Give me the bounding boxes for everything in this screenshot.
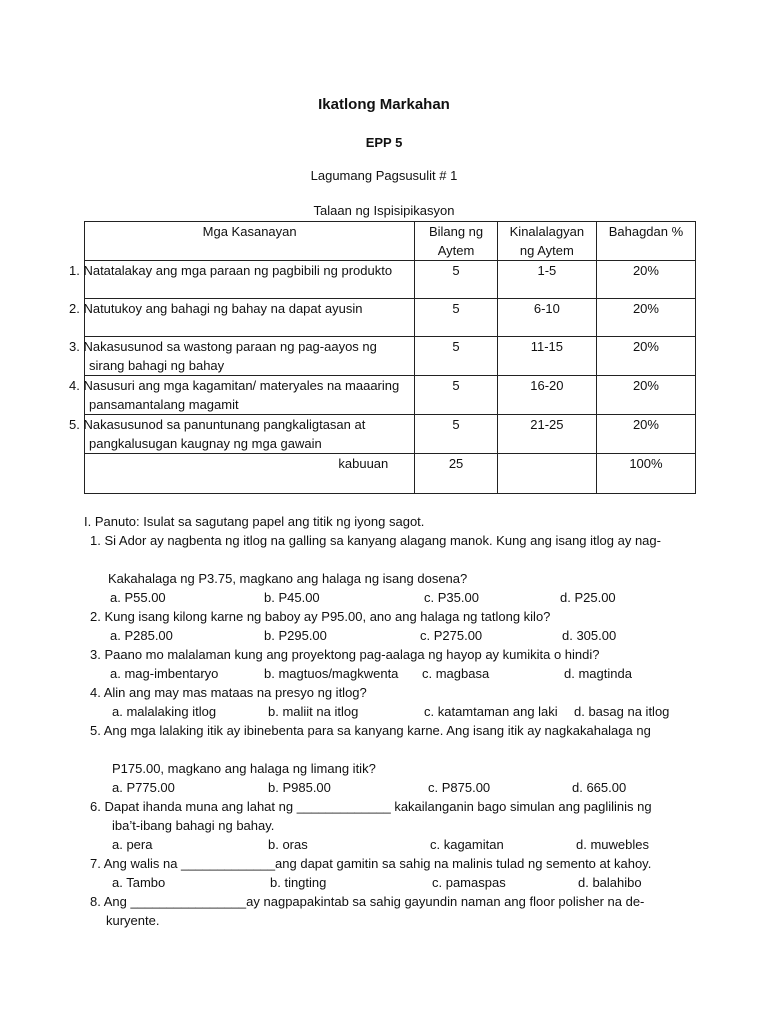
option-c: c. P875.00	[428, 780, 491, 795]
question-5-options	[84, 778, 684, 797]
option-c: c. kagamitan	[430, 837, 504, 852]
question-4-text: 4. Alin ang may mas mataas na presyo ng itlog?	[90, 685, 367, 700]
option-d: d. 665.00	[572, 780, 627, 795]
question-3-options	[84, 664, 684, 683]
percent-cell: 20%	[596, 299, 695, 337]
option-b: b. maliit na itlog	[268, 704, 359, 719]
question-7-options	[84, 873, 684, 892]
question-2-text: 2. Kung isang kilong karne ng baboy ay P95.00, ano ang halaga ng tatlong kilo?	[90, 609, 551, 624]
question-4-options	[84, 702, 684, 721]
total-count: 25	[415, 454, 498, 494]
table-row	[85, 337, 696, 376]
subject-label: EPP 5	[365, 135, 403, 150]
specification-table	[69, 221, 696, 494]
option-c: c. magbasa	[422, 666, 490, 681]
option-d: d. P25.00	[560, 590, 616, 605]
table-title: Talaan ng Ispisipikasyon	[313, 203, 455, 218]
percent-cell: 20%	[596, 337, 695, 376]
question-1-continuation: Kakahalaga ng P3.75, magkano ang halaga ng isang dosena?	[108, 571, 468, 586]
question-8-text: 8. Ang ________________ay nagpapakintab sa sahig gayundin naman ang floor polisher na de-	[90, 894, 645, 909]
question-3-text: 3. Paano mo malalaman kung ang proyektong pag-aalaga ng hayop ay kumikita o hindi?	[90, 647, 600, 662]
option-b: b. magtuos/magkwenta	[264, 666, 399, 681]
option-b: b. P295.00	[264, 628, 327, 643]
option-b: b. P985.00	[268, 780, 331, 795]
question-1-options	[84, 588, 684, 607]
percent-cell: 20%	[596, 415, 695, 454]
table-row	[85, 299, 696, 337]
option-a: a. P775.00	[112, 780, 175, 795]
location-cell: 1-5	[497, 261, 596, 299]
header-item-count: Bilang ng Aytem	[415, 222, 498, 261]
location-cell: 16-20	[497, 376, 596, 415]
option-d: d. 305.00	[562, 628, 617, 643]
question-7-text: 7. Ang walis na _____________ang dapat gamitin sa sahig na malinis tulad ng semento at kahoy.	[90, 856, 652, 871]
option-d: d. basag na itlog	[574, 704, 670, 719]
skill-cell: 3. Nakasusunod sa wastong paraan ng pag-aayos ng sirang bahagi ng bahay	[85, 337, 415, 376]
table-header-row	[85, 222, 696, 261]
option-b: b. P45.00	[264, 590, 320, 605]
option-a: a. malalaking itlog	[112, 704, 217, 719]
total-label: kabuuan	[85, 454, 415, 494]
table-row	[85, 261, 696, 299]
location-cell: 21-25	[497, 415, 596, 454]
option-c: c. katamtaman ang laki	[424, 704, 558, 719]
page-title: Ikatlong Markahan	[318, 96, 450, 113]
table-row	[85, 415, 696, 454]
question-5-text: 5. Ang mga lalaking itik ay ibinebenta para sa kanyang karne. Ang isang itik ay nagkakahalaga ng	[90, 723, 651, 738]
table-total-row	[85, 454, 696, 494]
question-8-continuation: kuryente.	[106, 913, 160, 928]
instructions: I. Panuto: Isulat sa sagutang papel ang titik ng iyong sagot.	[84, 514, 425, 529]
option-a: a. mag-imbentaryo	[110, 666, 219, 681]
question-5-continuation: P175.00, magkano ang halaga ng limang itik?	[112, 761, 376, 776]
skill-cell: 2. Natutukoy ang bahagi ng bahay na dapat ayusin	[85, 299, 415, 337]
location-cell: 11-15	[497, 337, 596, 376]
option-d: d. muwebles	[576, 837, 649, 852]
count-cell: 5	[415, 376, 498, 415]
option-d: d. magtinda	[564, 666, 632, 681]
option-b: b. tingting	[270, 875, 327, 890]
total-location-empty	[497, 454, 596, 494]
question-1-text: 1. Si Ador ay nagbenta ng itlog na galling sa kanyang alagang manok. Kung ang isang itlog ay nag-	[90, 533, 661, 548]
total-percent: 100%	[596, 454, 695, 494]
percent-cell: 20%	[596, 376, 695, 415]
location-cell: 6-10	[497, 299, 596, 337]
skill-cell: 5. Nakasusunod sa panuntunang pangkaligtasan at pangkalusugan kaugnay ng mga gawain	[85, 415, 415, 454]
questions-section	[84, 512, 684, 930]
question-6-continuation: iba’t-ibang bahagi ng bahay.	[112, 818, 275, 833]
option-c: c. P35.00	[424, 590, 479, 605]
header-item-location: Kinalalagyan ng Aytem	[497, 222, 596, 261]
question-6-text: 6. Dapat ihanda muna ang lahat ng _____________ kakailanganin bago simulan ang paglilinis ng	[90, 799, 652, 814]
option-b: b. oras	[268, 837, 308, 852]
header-skills: Mga Kasanayan	[85, 222, 415, 261]
option-d: d. balahibo	[578, 875, 642, 890]
option-c: c. pamaspas	[432, 875, 506, 890]
skill-cell: 1. Natatalakay ang mga paraan ng pagbibili ng produkto	[85, 261, 415, 299]
count-cell: 5	[415, 415, 498, 454]
option-a: a. Tambo	[112, 875, 166, 890]
option-c: c. P275.00	[420, 628, 483, 643]
option-a: a. pera	[112, 837, 153, 852]
count-cell: 5	[415, 261, 498, 299]
option-a: a. P55.00	[110, 590, 166, 605]
header-percentage: Bahagdan %	[596, 222, 695, 261]
quiz-label: Lagumang Pagsusulit # 1	[310, 168, 458, 183]
question-6-options	[84, 835, 684, 854]
table-row	[85, 376, 696, 415]
question-2-options	[84, 626, 684, 645]
count-cell: 5	[415, 337, 498, 376]
count-cell: 5	[415, 299, 498, 337]
skill-cell: 4. Nasusuri ang mga kagamitan/ materyales na maaaring pansamantalang magamit	[85, 376, 415, 415]
percent-cell: 20%	[596, 261, 695, 299]
option-a: a. P285.00	[110, 628, 173, 643]
